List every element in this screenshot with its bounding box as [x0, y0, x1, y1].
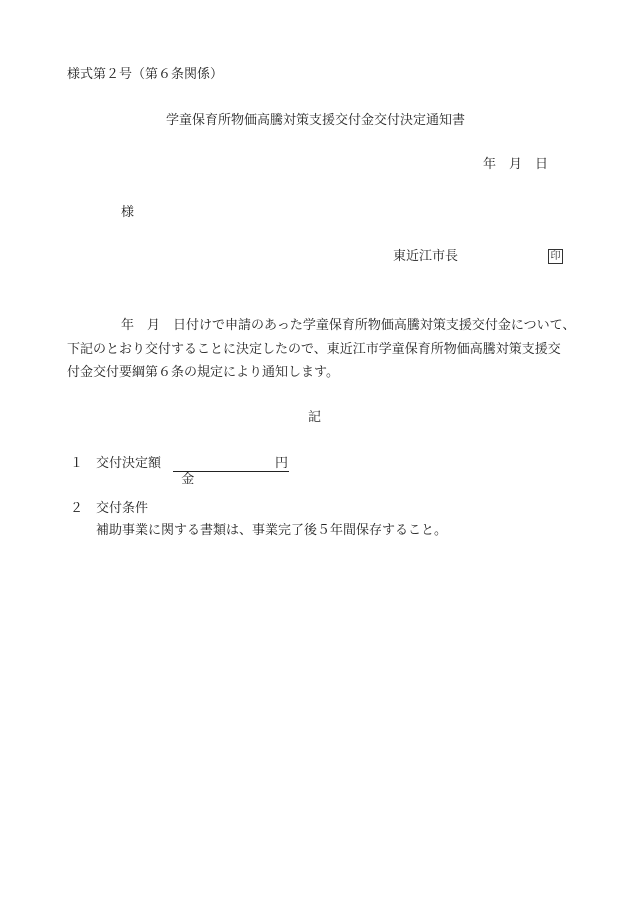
item-2-text: 補助事業に関する書類は、事業完了後５年間保存すること。 [96, 523, 448, 538]
amount-field [173, 456, 289, 487]
issuer: 東近江市長 [393, 249, 459, 264]
document-title: 学童保育所物価高騰対策支援交付金交付決定通知書 [166, 113, 466, 128]
item-1-label: 交付決定額 [96, 456, 162, 471]
ki-heading: 記 [308, 410, 322, 425]
body-line-2: 下記のとおり交付することに決定したので、東近江市学童保育所物価高騰対策支援交 [67, 342, 561, 357]
date: 年 月 日 [483, 157, 549, 172]
amount-suffix: 円 [274, 456, 288, 471]
item-1-number: １ [70, 456, 84, 471]
item-2-number: ２ [70, 501, 84, 516]
body-line-3: 付金交付要綱第６条の規定により通知します。 [67, 365, 339, 380]
addressee-suffix: 様 [121, 205, 135, 220]
seal-mark: 印 [548, 249, 563, 264]
amount-prefix: 金 [181, 472, 195, 487]
item-2-label: 交付条件 [96, 501, 149, 516]
form-number: 様式第２号（第６条関係） [67, 67, 224, 82]
body-line-1: 年 月 日付けで申請のあった学童保育所物価高騰対策支援交付金について、 [121, 318, 576, 333]
